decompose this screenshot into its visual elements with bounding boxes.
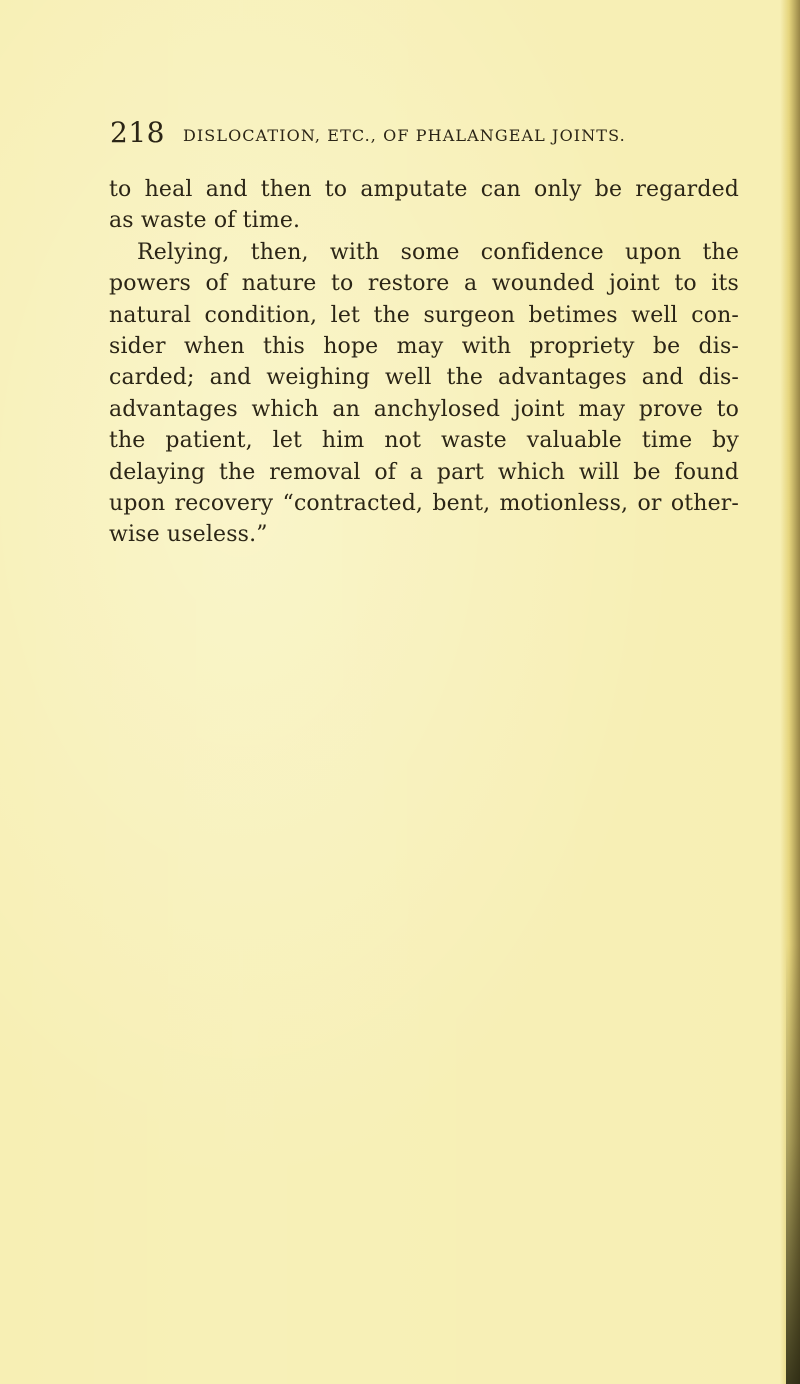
text-line: carded; and weighing well the advantages and dis- — [109, 365, 739, 391]
text-line: to heal and then to amputate can only be regarded — [109, 177, 739, 202]
page-number: 218 — [110, 116, 165, 149]
text-line: natural condition, let the surgeon betimes well con- — [109, 302, 739, 328]
body-text — [109, 174, 739, 551]
text-line: advantages which an anchylosed joint may prove to — [109, 396, 739, 422]
text-line: powers of nature to restore a wounded joint to its — [109, 271, 739, 297]
text-line: wise useless.” — [109, 522, 268, 548]
running-head: DISLOCATION, ETC., OF PHALANGEAL JOINTS. — [182, 126, 626, 145]
text-line: the patient, let him not waste valuable time by — [109, 428, 739, 454]
text-line: sider when this hope may with propriety be dis- — [109, 334, 739, 360]
text-line: upon recovery “contracted, bent, motionless, or other- — [109, 491, 739, 517]
text-line: Relying, then, with some confidence upon the — [137, 239, 739, 265]
page-header — [110, 116, 750, 152]
text-line: as waste of time. — [109, 208, 301, 234]
text-line: delaying the removal of a part which will be found — [109, 459, 739, 485]
page-edge-dark-shadow — [786, 944, 800, 1384]
